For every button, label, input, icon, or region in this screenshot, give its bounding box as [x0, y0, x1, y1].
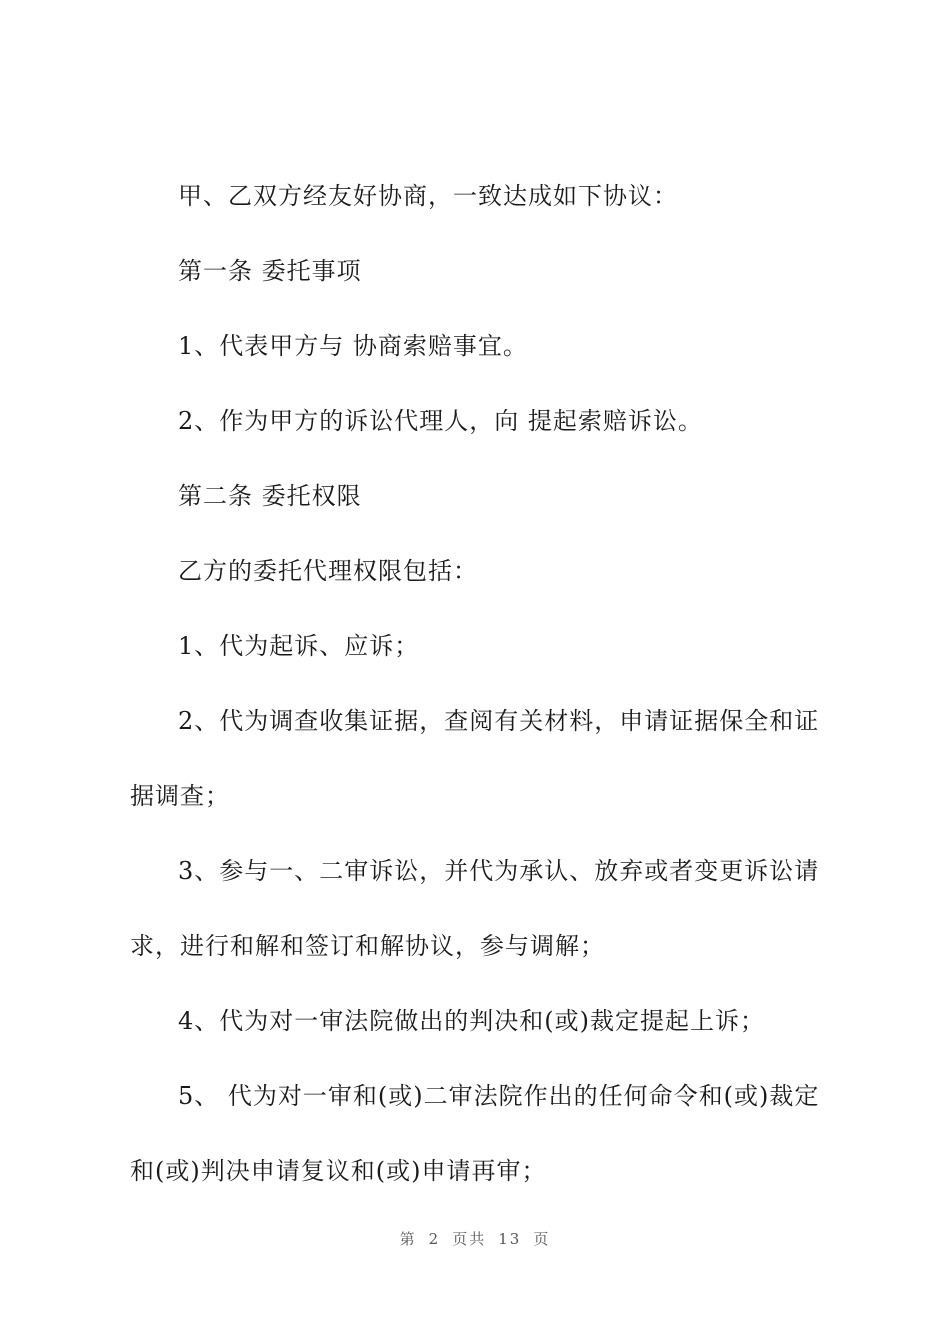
heading-article-two [130, 459, 850, 534]
paragraph-line: 第二条 委托权限 [178, 482, 362, 510]
paragraph-line: 乙方的委托代理权限包括： [178, 557, 478, 585]
paragraph-authority-intro [130, 534, 850, 609]
paragraph-line: 和(或)判决申请复议和(或)申请再审； [130, 1157, 547, 1185]
paragraph-item-2 [130, 384, 850, 459]
paragraph-line: 3、参与一、二审诉讼，并代为承认、放弃或者变更诉讼请 [178, 857, 820, 885]
paragraph-line: 第一条 委托事项 [178, 257, 362, 285]
footer-total-pages: 13 [498, 1230, 522, 1248]
paragraph-agreement-intro [130, 159, 850, 234]
paragraph-authority-4 [130, 984, 850, 1059]
footer-current-page: 2 [428, 1230, 441, 1248]
footer-suffix: 页 [533, 1230, 551, 1248]
paragraph-authority-2 [130, 684, 850, 834]
paragraph-authority-1 [130, 609, 850, 684]
heading-article-one [130, 234, 850, 309]
paragraph-line: 据调查； [130, 782, 230, 810]
paragraph-line: 5、 代为对一审和(或)二审法院作出的任何命令和(或)裁定 [178, 1082, 820, 1110]
footer-prefix: 第 [399, 1230, 417, 1248]
paragraph-line: 1、代表甲方与 协商索赔事宜。 [178, 332, 528, 360]
paragraph-line: 甲、乙双方经友好协商，一致达成如下协议： [178, 182, 678, 210]
paragraph-line: 求，进行和解和签订和解协议，参与调解； [130, 932, 605, 960]
paragraph-line: 2、代为调查收集证据，查阅有关材料，申请证据保全和证 [178, 707, 820, 735]
paragraph-authority-5 [130, 1059, 850, 1209]
paragraph-line: 2、作为甲方的诉讼代理人，向 提起索赔诉讼。 [178, 407, 703, 435]
paragraph-line: 1、代为起诉、应诉； [178, 632, 420, 660]
page-footer [0, 1228, 950, 1249]
paragraph-item-1 [130, 309, 850, 384]
paragraph-line: 4、代为对一审法院做出的判决和(或)裁定提起上诉； [178, 1007, 765, 1035]
paragraph-authority-3 [130, 834, 850, 984]
footer-middle: 页共 [452, 1230, 487, 1248]
